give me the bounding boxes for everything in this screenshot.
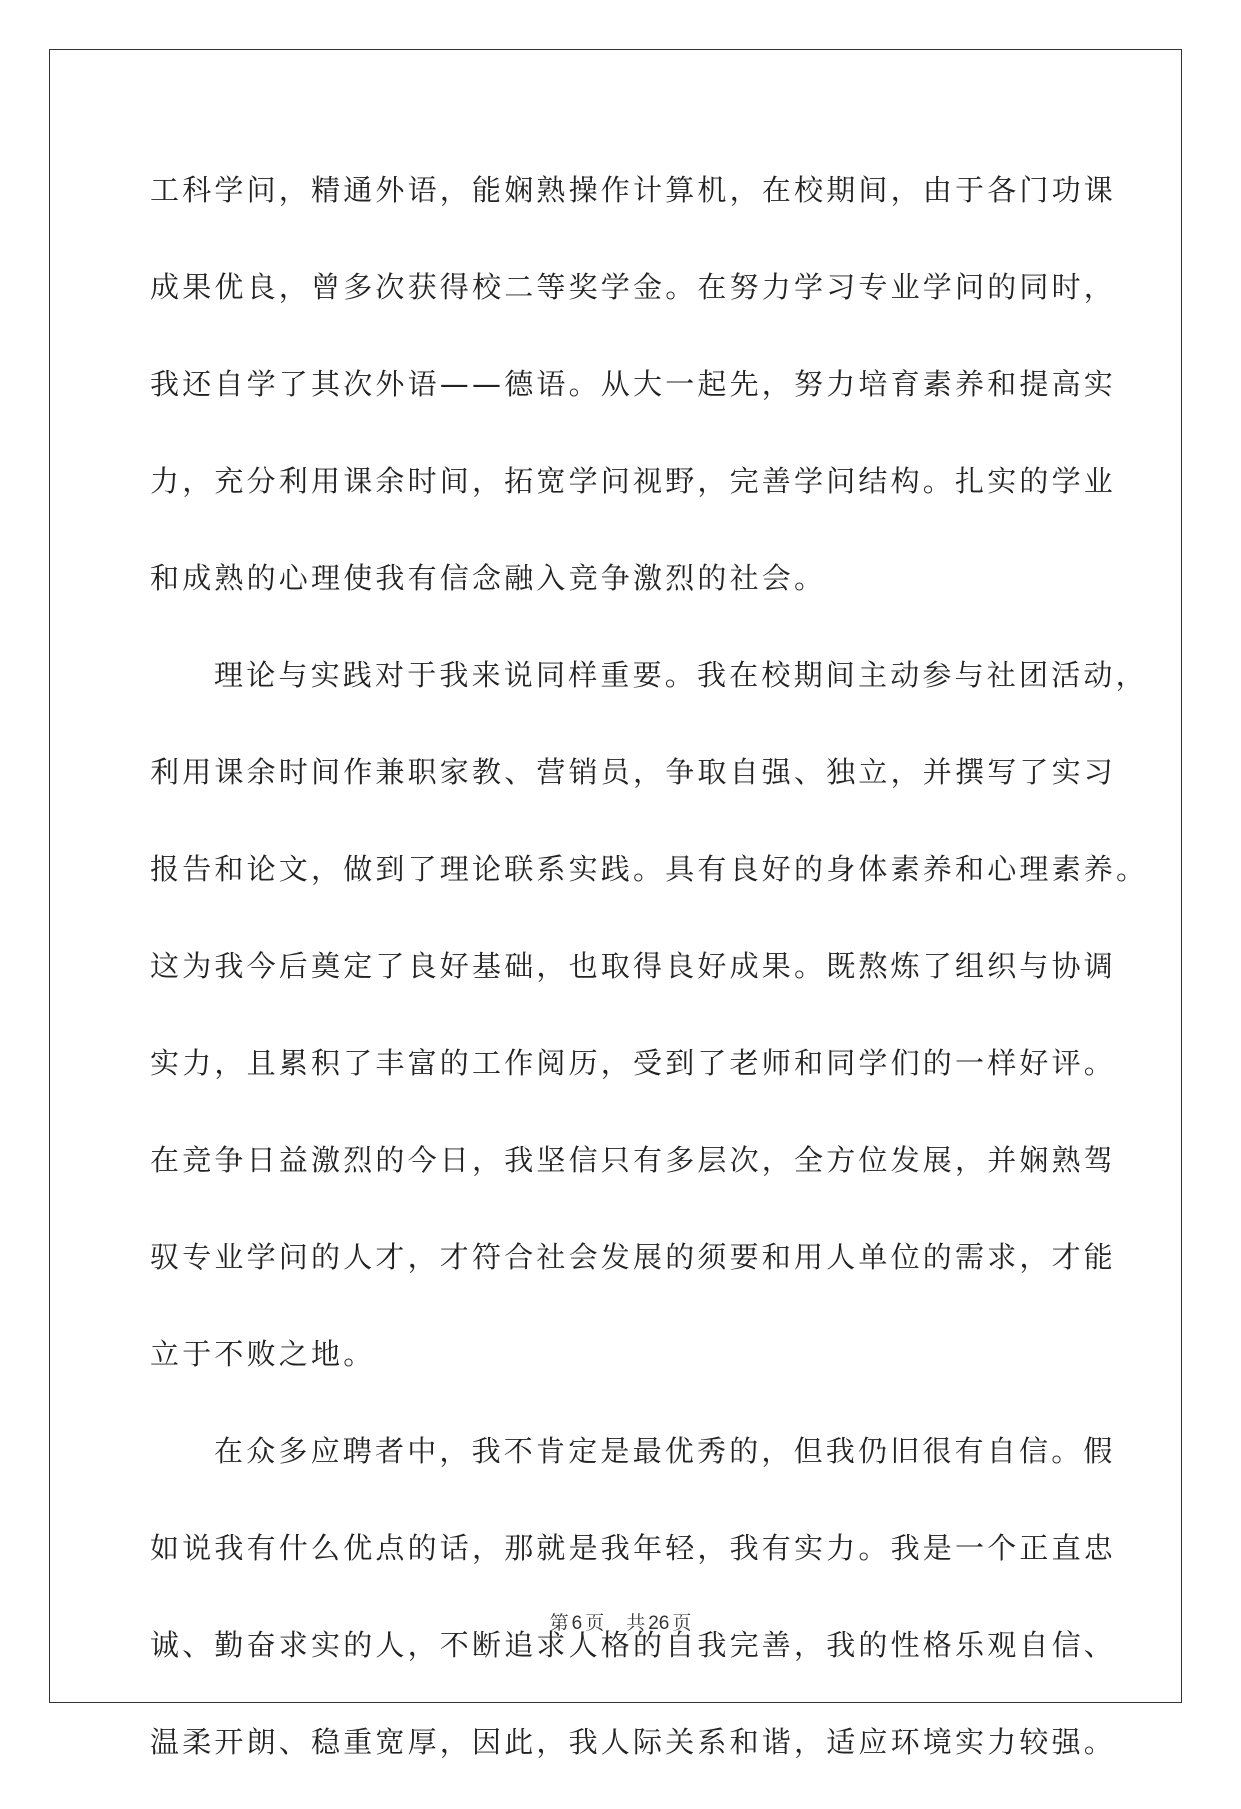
text-line: 成果优良，曾多次获得校二等奖学金。在努力学习专业学问的同时， [150,270,1117,304]
text-line: 诚、勤奋求实的人，不断追求人格的自我完善，我的性格乐观自信、 [150,1628,1117,1662]
text-line: 和成熟的心理使我有信念融入竞争激烈的社会。 [150,561,827,595]
total-prefix: 共 [626,1612,646,1634]
text-line: 如说我有什么优点的话，那就是我年轻，我有实力。我是一个正直忠 [150,1531,1117,1565]
page-footer [0,1608,1241,1635]
page-number: 6 [571,1613,583,1634]
text-line: 工科学问，精通外语，能娴熟操作计算机，在校期间，由于各门功课 [150,173,1117,207]
paragraph-start-line: 在众多应聘者中，我不肯定是最优秀的，但我仍旧很有自信。假 [214,1434,1116,1468]
text-line: 我还自学了其次外语——德语。从大一起先，努力培育素养和提高实 [150,367,1117,401]
total-suffix: 页 [672,1612,692,1634]
text-line: 立于不败之地。 [150,1337,376,1371]
text-line: 在竞争日益激烈的今日，我坚信只有多层次，全方位发展，并娴熟驾 [150,1143,1117,1177]
text-line: 力，充分利用课余时间，拓宽学问视野，完善学问结构。扎实的学业 [150,464,1117,498]
page-prefix: 第 [549,1612,569,1634]
text-line: 温柔开朗、稳重宽厚，因此，我人际关系和谐，适应环境实力较强。 [150,1725,1117,1759]
total-pages: 26 [648,1613,670,1634]
text-line: 驭专业学问的人才，才符合社会发展的须要和用人单位的需求，才能 [150,1240,1117,1274]
text-line: 实力，且累积了丰富的工作阅历，受到了老师和同学们的一样好评。 [150,1046,1117,1080]
paragraph-start-line: 理论与实践对于我来说同样重要。我在校期间主动参与社团活动， [214,658,1148,692]
text-line: 这为我今后奠定了良好基础，也取得良好成果。既熬炼了组织与协调 [150,949,1117,983]
text-line: 利用课余时间作兼职家教、营销员，争取自强、独立，并撰写了实习 [150,755,1117,789]
document-body [150,160,1149,1809]
text-line: 报告和论文，做到了理论联系实践。具有良好的身体素养和心理素养。 [150,852,1149,886]
page-suffix: 页 [585,1612,605,1634]
